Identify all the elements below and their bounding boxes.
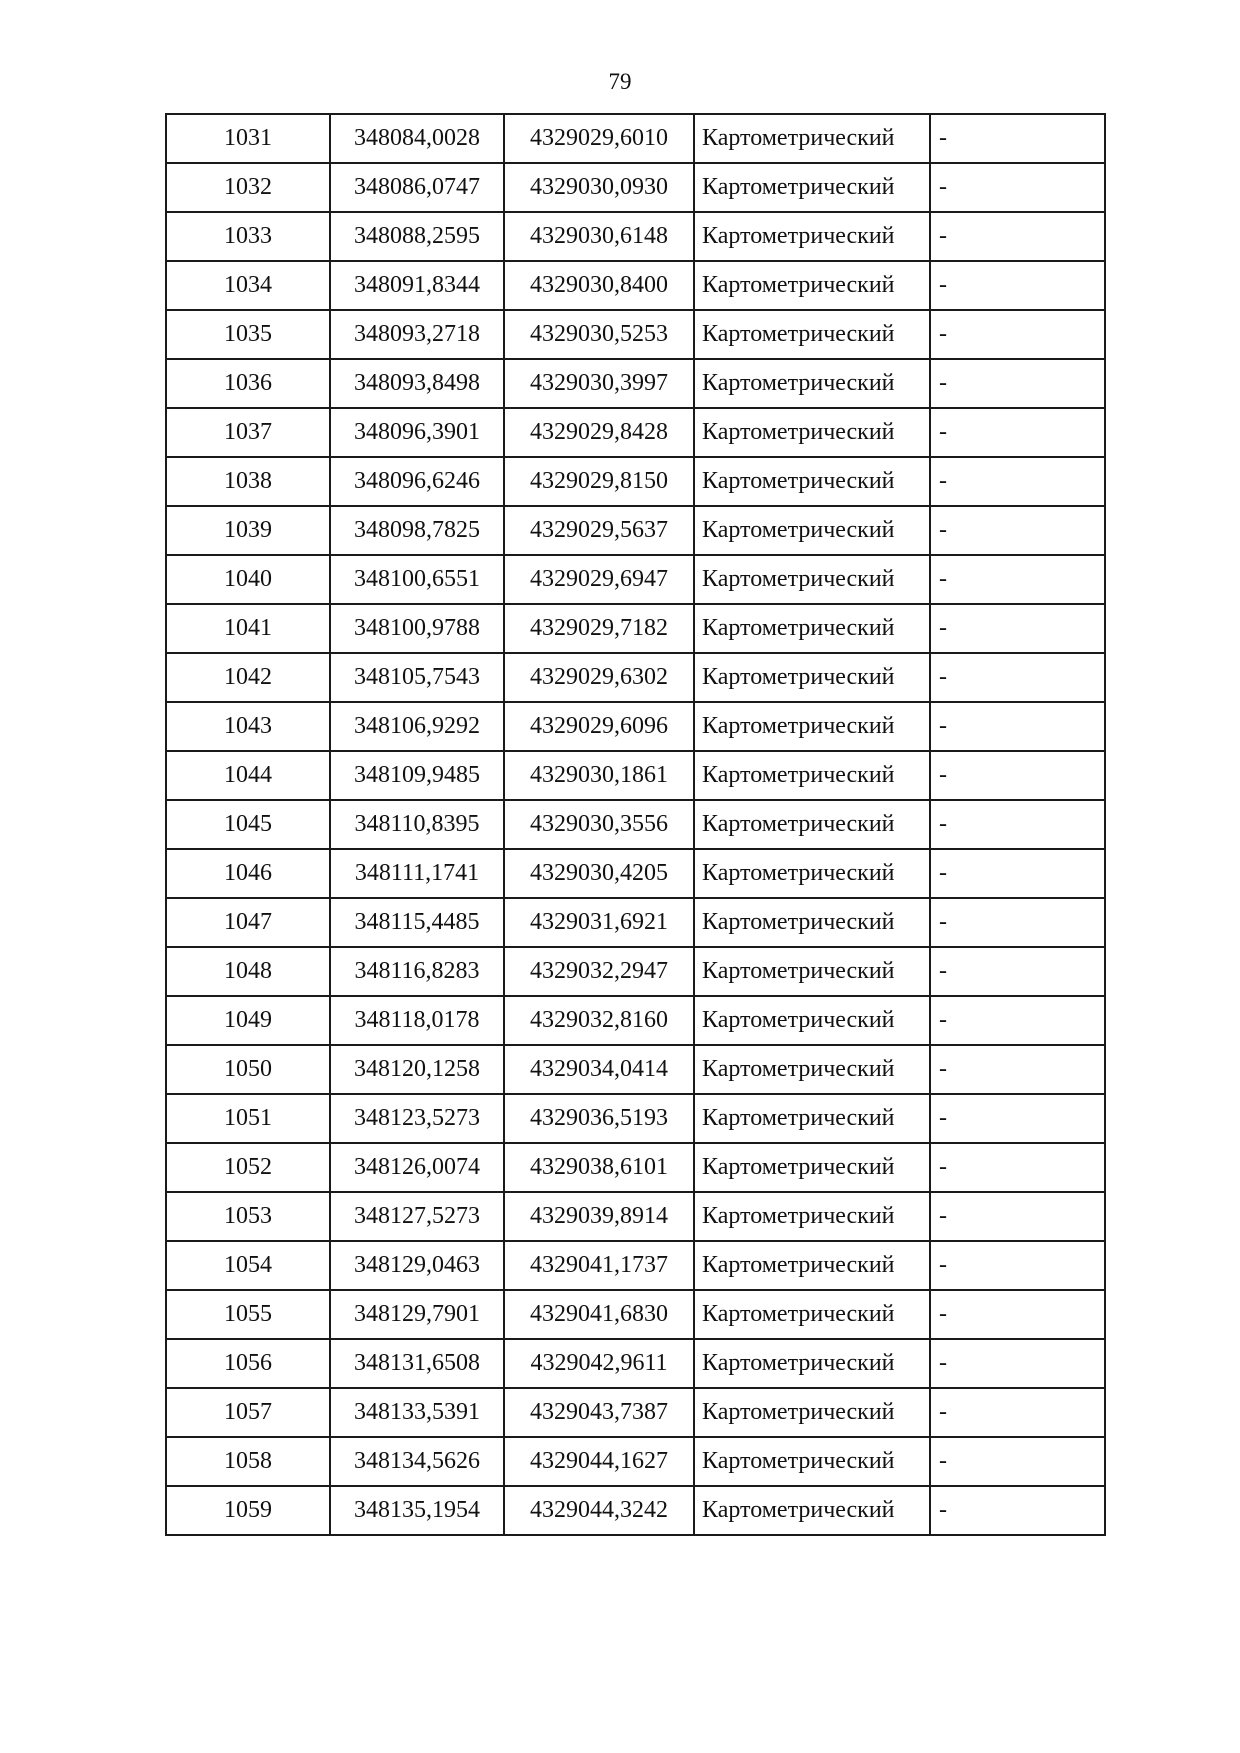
point-number-cell: 1057: [166, 1388, 330, 1437]
method-cell: Картометрический: [694, 1045, 930, 1094]
method-cell: Картометрический: [694, 849, 930, 898]
point-number-cell: 1059: [166, 1486, 330, 1535]
x-coordinate-cell: 348086,0747: [330, 163, 504, 212]
y-coordinate-cell: 4329043,7387: [504, 1388, 694, 1437]
point-number-cell: 1048: [166, 947, 330, 996]
point-number-cell: 1054: [166, 1241, 330, 1290]
table-row: [166, 1143, 1105, 1192]
table-row: [166, 653, 1105, 702]
y-coordinate-cell: 4329044,1627: [504, 1437, 694, 1486]
table-row: [166, 604, 1105, 653]
method-cell: Картометрический: [694, 1388, 930, 1437]
y-coordinate-cell: 4329030,4205: [504, 849, 694, 898]
y-coordinate-cell: 4329030,0930: [504, 163, 694, 212]
x-coordinate-cell: 348129,7901: [330, 1290, 504, 1339]
x-coordinate-cell: 348106,9292: [330, 702, 504, 751]
x-coordinate-cell: 348109,9485: [330, 751, 504, 800]
method-cell: Картометрический: [694, 898, 930, 947]
note-cell: -: [930, 555, 1105, 604]
point-number-cell: 1046: [166, 849, 330, 898]
method-cell: Картометрический: [694, 114, 930, 163]
note-cell: -: [930, 1192, 1105, 1241]
table-row: [166, 555, 1105, 604]
table-row: [166, 849, 1105, 898]
note-cell: -: [930, 1339, 1105, 1388]
note-cell: -: [930, 1241, 1105, 1290]
note-cell: -: [930, 506, 1105, 555]
table-row: [166, 702, 1105, 751]
x-coordinate-cell: 348129,0463: [330, 1241, 504, 1290]
y-coordinate-cell: 4329041,1737: [504, 1241, 694, 1290]
method-cell: Картометрический: [694, 604, 930, 653]
x-coordinate-cell: 348131,6508: [330, 1339, 504, 1388]
y-coordinate-cell: 4329029,5637: [504, 506, 694, 555]
method-cell: Картометрический: [694, 261, 930, 310]
note-cell: -: [930, 898, 1105, 947]
x-coordinate-cell: 348118,0178: [330, 996, 504, 1045]
method-cell: Картометрический: [694, 1290, 930, 1339]
note-cell: -: [930, 653, 1105, 702]
x-coordinate-cell: 348127,5273: [330, 1192, 504, 1241]
coordinates-table-body: [166, 114, 1105, 1535]
method-cell: Картометрический: [694, 800, 930, 849]
note-cell: -: [930, 1094, 1105, 1143]
table-row: [166, 261, 1105, 310]
x-coordinate-cell: 348093,8498: [330, 359, 504, 408]
point-number-cell: 1035: [166, 310, 330, 359]
x-coordinate-cell: 348096,3901: [330, 408, 504, 457]
table-row: [166, 1437, 1105, 1486]
note-cell: -: [930, 212, 1105, 261]
x-coordinate-cell: 348105,7543: [330, 653, 504, 702]
x-coordinate-cell: 348123,5273: [330, 1094, 504, 1143]
x-coordinate-cell: 348110,8395: [330, 800, 504, 849]
table-row: [166, 457, 1105, 506]
note-cell: -: [930, 1388, 1105, 1437]
method-cell: Картометрический: [694, 359, 930, 408]
table-row: [166, 163, 1105, 212]
table-row: [166, 1290, 1105, 1339]
table-row: [166, 114, 1105, 163]
point-number-cell: 1034: [166, 261, 330, 310]
method-cell: Картометрический: [694, 1486, 930, 1535]
y-coordinate-cell: 4329032,2947: [504, 947, 694, 996]
table-row: [166, 996, 1105, 1045]
method-cell: Картометрический: [694, 702, 930, 751]
note-cell: -: [930, 359, 1105, 408]
y-coordinate-cell: 4329038,6101: [504, 1143, 694, 1192]
note-cell: -: [930, 800, 1105, 849]
method-cell: Картометрический: [694, 163, 930, 212]
table-row: [166, 800, 1105, 849]
y-coordinate-cell: 4329039,8914: [504, 1192, 694, 1241]
y-coordinate-cell: 4329029,8150: [504, 457, 694, 506]
y-coordinate-cell: 4329030,3997: [504, 359, 694, 408]
note-cell: -: [930, 114, 1105, 163]
method-cell: Картометрический: [694, 1339, 930, 1388]
note-cell: -: [930, 1437, 1105, 1486]
y-coordinate-cell: 4329030,6148: [504, 212, 694, 261]
method-cell: Картометрический: [694, 310, 930, 359]
x-coordinate-cell: 348111,1741: [330, 849, 504, 898]
point-number-cell: 1033: [166, 212, 330, 261]
point-number-cell: 1044: [166, 751, 330, 800]
y-coordinate-cell: 4329029,8428: [504, 408, 694, 457]
x-coordinate-cell: 348100,6551: [330, 555, 504, 604]
table-row: [166, 1388, 1105, 1437]
y-coordinate-cell: 4329030,5253: [504, 310, 694, 359]
x-coordinate-cell: 348096,6246: [330, 457, 504, 506]
point-number-cell: 1036: [166, 359, 330, 408]
method-cell: Картометрический: [694, 506, 930, 555]
x-coordinate-cell: 348115,4485: [330, 898, 504, 947]
x-coordinate-cell: 348126,0074: [330, 1143, 504, 1192]
method-cell: Картометрический: [694, 408, 930, 457]
x-coordinate-cell: 348084,0028: [330, 114, 504, 163]
y-coordinate-cell: 4329034,0414: [504, 1045, 694, 1094]
x-coordinate-cell: 348091,8344: [330, 261, 504, 310]
note-cell: -: [930, 310, 1105, 359]
point-number-cell: 1038: [166, 457, 330, 506]
point-number-cell: 1037: [166, 408, 330, 457]
method-cell: Картометрический: [694, 947, 930, 996]
y-coordinate-cell: 4329030,8400: [504, 261, 694, 310]
point-number-cell: 1050: [166, 1045, 330, 1094]
y-coordinate-cell: 4329032,8160: [504, 996, 694, 1045]
x-coordinate-cell: 348093,2718: [330, 310, 504, 359]
method-cell: Картометрический: [694, 555, 930, 604]
x-coordinate-cell: 348120,1258: [330, 1045, 504, 1094]
method-cell: Картометрический: [694, 996, 930, 1045]
point-number-cell: 1051: [166, 1094, 330, 1143]
table-row: [166, 1045, 1105, 1094]
table-row: [166, 1094, 1105, 1143]
table-row: [166, 1241, 1105, 1290]
table-row: [166, 1192, 1105, 1241]
y-coordinate-cell: 4329029,6010: [504, 114, 694, 163]
point-number-cell: 1042: [166, 653, 330, 702]
table-row: [166, 947, 1105, 996]
note-cell: -: [930, 261, 1105, 310]
page-number: 79: [608, 69, 632, 94]
note-cell: -: [930, 1143, 1105, 1192]
note-cell: -: [930, 604, 1105, 653]
x-coordinate-cell: 348116,8283: [330, 947, 504, 996]
method-cell: Картометрический: [694, 1192, 930, 1241]
x-coordinate-cell: 348134,5626: [330, 1437, 504, 1486]
note-cell: -: [930, 947, 1105, 996]
table-row: [166, 1339, 1105, 1388]
y-coordinate-cell: 4329029,7182: [504, 604, 694, 653]
table-row: [166, 898, 1105, 947]
point-number-cell: 1041: [166, 604, 330, 653]
y-coordinate-cell: 4329031,6921: [504, 898, 694, 947]
y-coordinate-cell: 4329030,1861: [504, 751, 694, 800]
point-number-cell: 1032: [166, 163, 330, 212]
table-row: [166, 1486, 1105, 1535]
coordinates-table: [165, 113, 1106, 1536]
note-cell: -: [930, 408, 1105, 457]
point-number-cell: 1056: [166, 1339, 330, 1388]
note-cell: -: [930, 1290, 1105, 1339]
method-cell: Картометрический: [694, 751, 930, 800]
point-number-cell: 1039: [166, 506, 330, 555]
point-number-cell: 1043: [166, 702, 330, 751]
note-cell: -: [930, 1486, 1105, 1535]
point-number-cell: 1058: [166, 1437, 330, 1486]
y-coordinate-cell: 4329029,6096: [504, 702, 694, 751]
point-number-cell: 1031: [166, 114, 330, 163]
point-number-cell: 1047: [166, 898, 330, 947]
note-cell: -: [930, 996, 1105, 1045]
method-cell: Картометрический: [694, 212, 930, 261]
method-cell: Картометрический: [694, 653, 930, 702]
x-coordinate-cell: 348088,2595: [330, 212, 504, 261]
point-number-cell: 1052: [166, 1143, 330, 1192]
point-number-cell: 1055: [166, 1290, 330, 1339]
table-row: [166, 212, 1105, 261]
note-cell: -: [930, 1045, 1105, 1094]
table-row: [166, 506, 1105, 555]
note-cell: -: [930, 702, 1105, 751]
table-row: [166, 310, 1105, 359]
note-cell: -: [930, 849, 1105, 898]
y-coordinate-cell: 4329042,9611: [504, 1339, 694, 1388]
y-coordinate-cell: 4329030,3556: [504, 800, 694, 849]
note-cell: -: [930, 751, 1105, 800]
point-number-cell: 1045: [166, 800, 330, 849]
note-cell: -: [930, 163, 1105, 212]
x-coordinate-cell: 348098,7825: [330, 506, 504, 555]
table-row: [166, 751, 1105, 800]
table-row: [166, 359, 1105, 408]
point-number-cell: 1040: [166, 555, 330, 604]
y-coordinate-cell: 4329041,6830: [504, 1290, 694, 1339]
x-coordinate-cell: 348135,1954: [330, 1486, 504, 1535]
method-cell: Картометрический: [694, 1437, 930, 1486]
y-coordinate-cell: 4329029,6302: [504, 653, 694, 702]
note-cell: -: [930, 457, 1105, 506]
x-coordinate-cell: 348133,5391: [330, 1388, 504, 1437]
method-cell: Картометрический: [694, 457, 930, 506]
table-row: [166, 408, 1105, 457]
y-coordinate-cell: 4329029,6947: [504, 555, 694, 604]
point-number-cell: 1049: [166, 996, 330, 1045]
y-coordinate-cell: 4329044,3242: [504, 1486, 694, 1535]
point-number-cell: 1053: [166, 1192, 330, 1241]
y-coordinate-cell: 4329036,5193: [504, 1094, 694, 1143]
method-cell: Картометрический: [694, 1094, 930, 1143]
method-cell: Картометрический: [694, 1241, 930, 1290]
method-cell: Картометрический: [694, 1143, 930, 1192]
x-coordinate-cell: 348100,9788: [330, 604, 504, 653]
